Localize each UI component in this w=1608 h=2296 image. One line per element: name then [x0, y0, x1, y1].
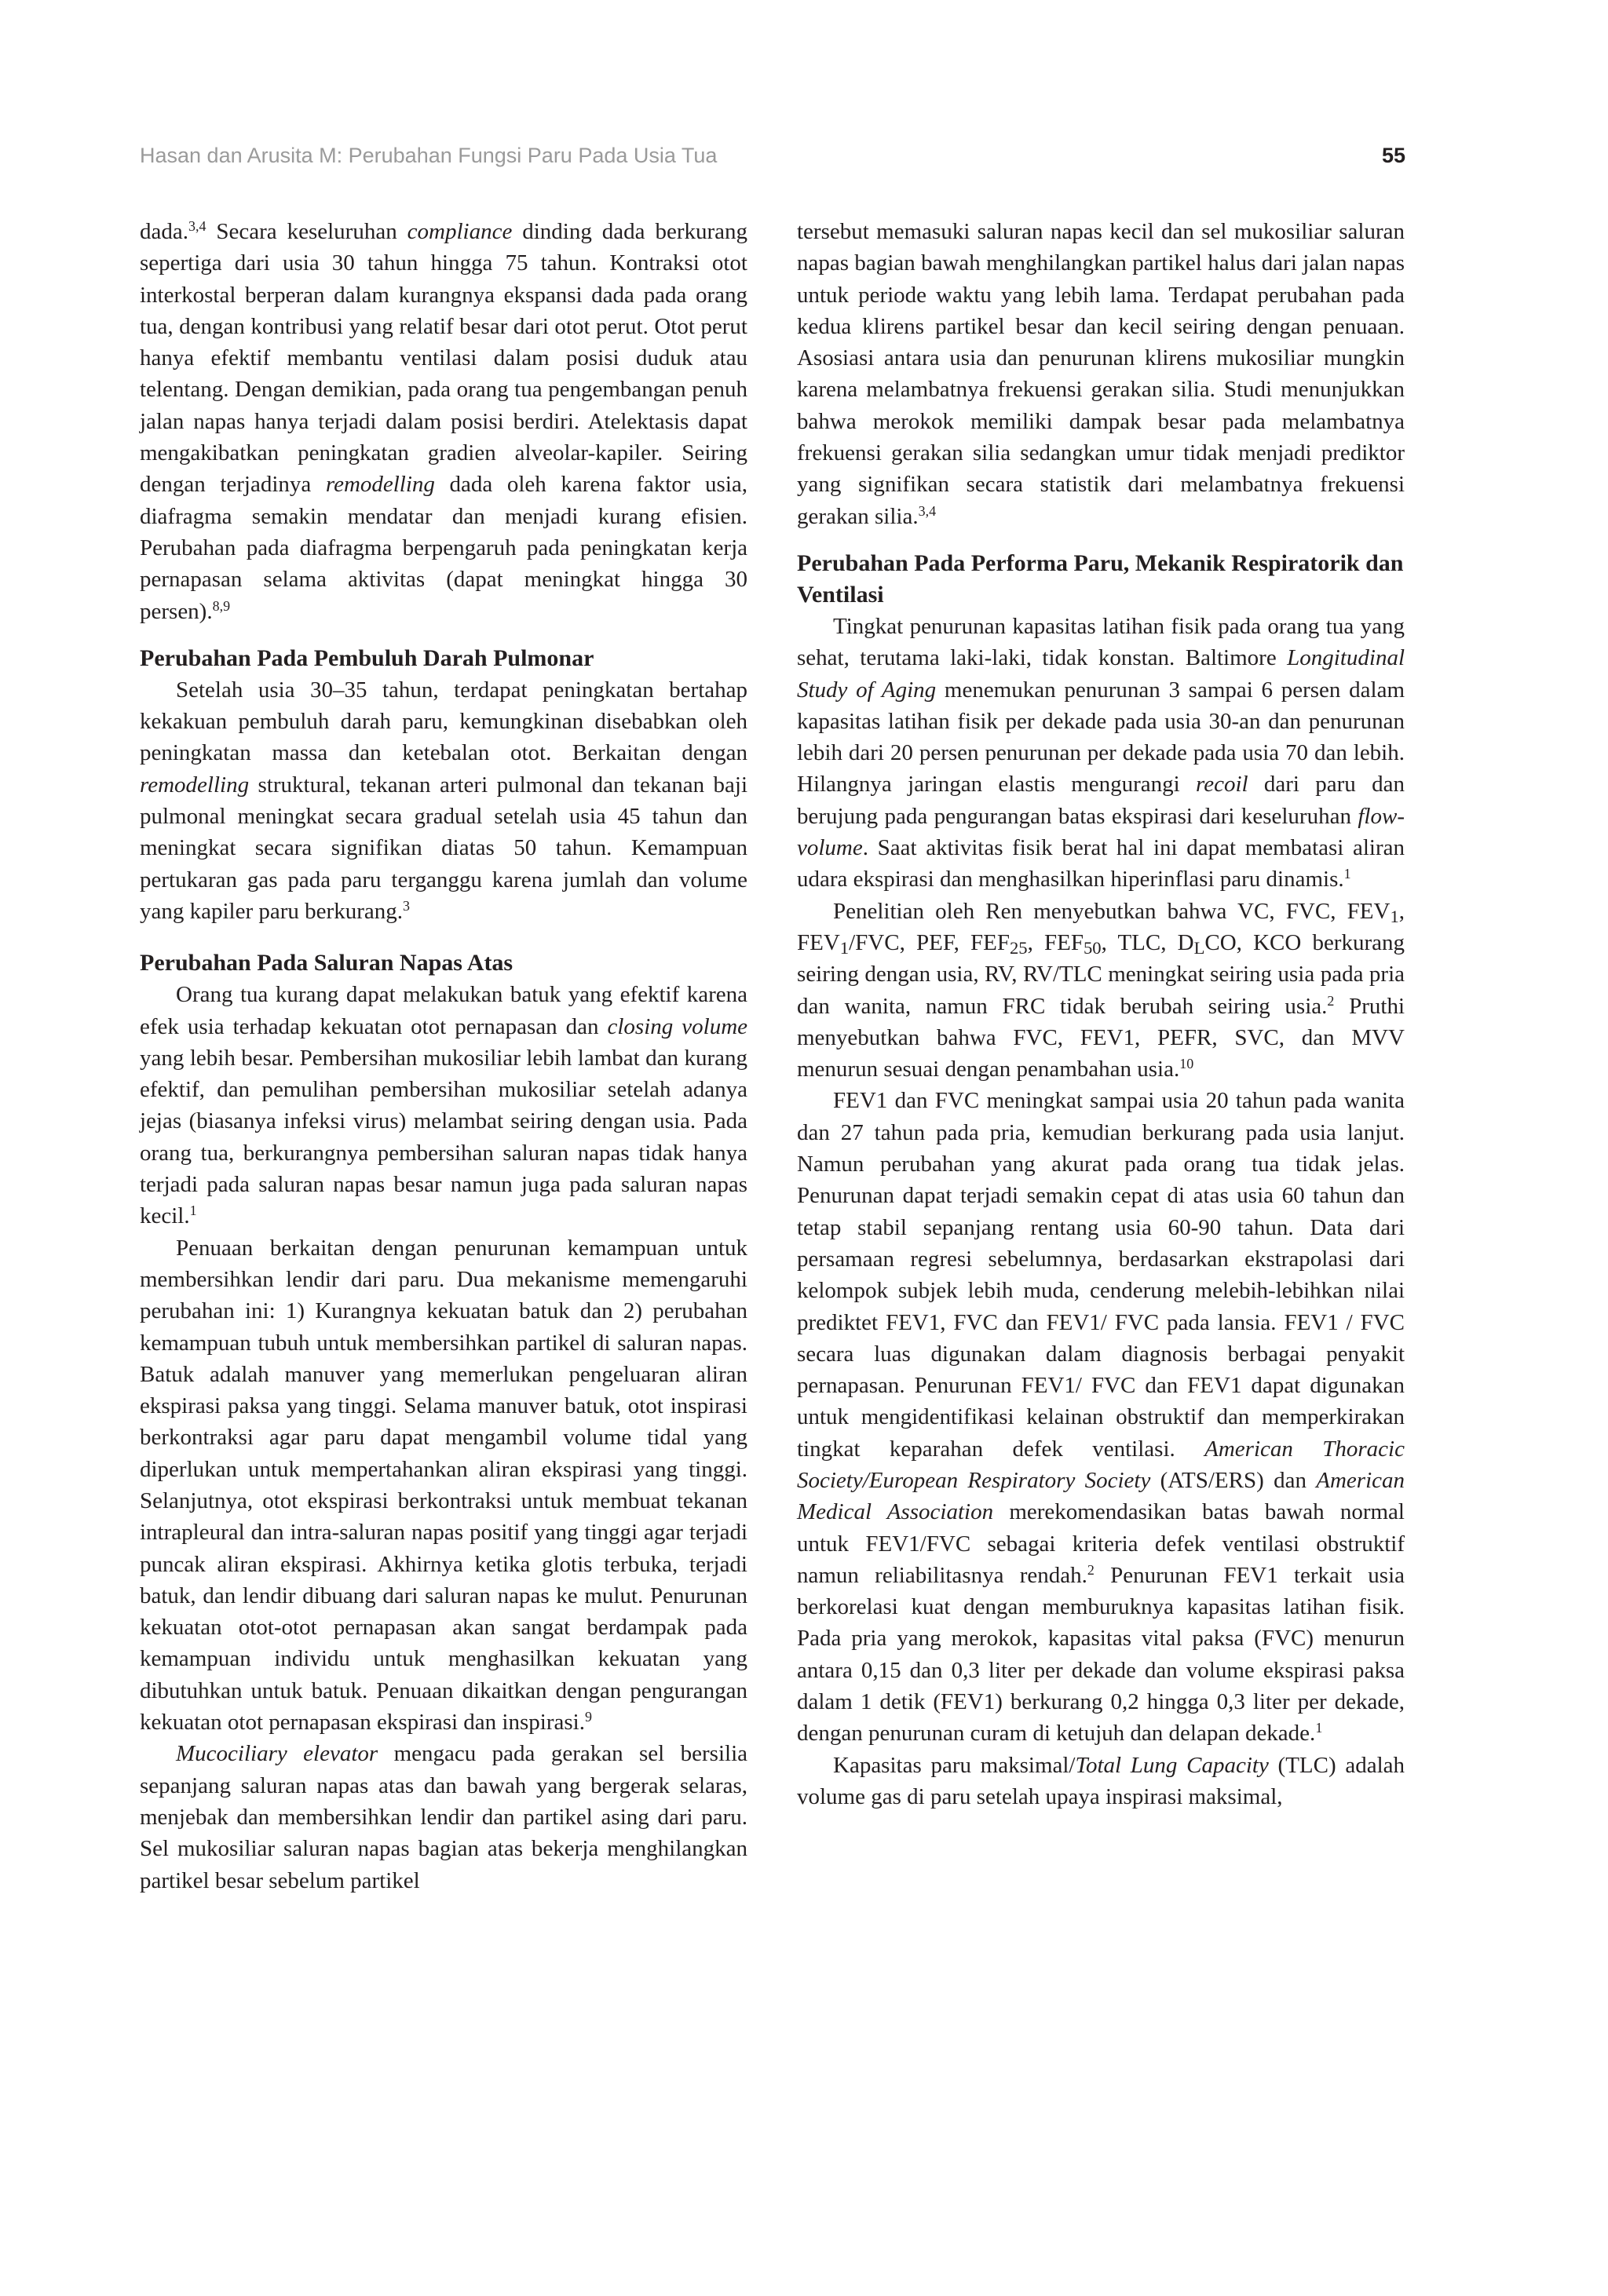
paragraph: Kapasitas paru maksimal/Total Lung Capacity (TLC) adalah volume gas di paru setelah upaya inspirasi maksimal,	[797, 1752, 1405, 1809]
paragraph: Penuaan berkaitan dengan penurunan kemampuan untuk membersihkan lendir dari paru. Dua mekanisme memengaruhi perubahan ini: 1) Kurangnya kekuatan batuk dan 2) perubahan kemampuan tubuh untuk membersihkan partikel di saluran napas. Batuk adalah manuver yang memerlukan pengeluaran aliran ekspirasi paksa yang tinggi. Selama manuver batuk, otot inspirasi berkontraksi agar paru dapat mengambil volume tidal yang diperlukan untuk mempertahankan aliran ekspirasi yang tinggi. Selanjutnya, otot ekspirasi berkontraksi untuk membuat tekanan intrapleural dan intra-saluran napas positif yang tinggi agar terjadi puncak aliran ekspirasi. Akhirnya ketika glotis terbuka, terjadi batuk, dan lendir dibuang dari saluran napas ke mulut. Penurunan kekuatan otot-otot pernapasan akan sangat berdampak pada kemampuan individu untuk menghasilkan kekuatan yang dibutuhkan untuk batuk. Penuaan dikaitkan dengan pengurangan kekuatan otot pernapasan ekspirasi dan inspirasi.$^9$	[140, 1235, 747, 1736]
section-heading: Perubahan Pada Saluran Napas Atas	[140, 950, 513, 976]
left-column	[140, 216, 747, 1896]
paragraph: tersebut memasuki saluran napas kecil dan sel mukosiliar saluran napas bagian bawah menghilangkan partikel halus dari jalan napas untuk periode waktu yang lebih lama. Terdapat perubahan pada kedua klirens partikel besar dan kecil seiring dengan penuaan. Asosiasi antara usia dan penurunan klirens mukosiliar mungkin karena melambatnya frekuensi gerakan silia. Studi menunjukkan bahwa merokok memiliki dampak besar pada melambatnya frekuensi gerakan silia sedangkan umur tidak menjadi prediktor yang signifikan secara statistik dari melambatnya frekuensi gerakan silia.$^{3,4}$	[797, 219, 1405, 529]
paragraph: Tingkat penurunan kapasitas latihan fisik pada orang tua yang sehat, terutama laki-laki, tidak konstan. Baltimore Longitudinal Study of Aging menemukan penurunan 3 sampai 6 persen dalam kapasitas latihan fisik per dekade pada usia 30-an dan penurunan lebih dari 20 persen penurunan per dekade pada usia 70 dan lebih. Hilangnya jaringan elastis mengurangi recoil dari paru dan berujung pada pengurangan batas ekspirasi dari keseluruhan flow-volume. Saat aktivitas fisik berat hal ini dapat membatasi aliran udara ekspirasi dan menghasilkan hiperinflasi paru dinamis.$^1$	[797, 613, 1405, 892]
paragraph: Setelah usia 30–35 tahun, terdapat peningkatan bertahap kekakuan pembuluh darah paru, kemungkinan disebabkan oleh peningkatan massa dan ketebalan otot. Berkaitan dengan remodelling struktural, tekanan arteri pulmonal dan tekanan baji pulmonal meningkat secara gradual setelah usia 45 tahun dan meningkat secara signifikan diatas 50 tahun. Kemampuan pertukaran gas pada paru terganggu karena jumlah dan volume yang kapiler paru berkurang.$^3$	[140, 677, 747, 924]
running-head	[140, 144, 1405, 178]
paragraph: Mucociliary elevator mengacu pada gerakan sel bersilia sepanjang saluran napas atas dan bawah yang bergerak selaras, menjebak dan membersihkan lendir dan partikel asing dari paru. Sel mukosiliar saluran napas bagian atas bekerja menghilangkan partikel besar sebelum partikel	[140, 1741, 748, 1893]
right-column	[797, 216, 1405, 1812]
section-heading: Perubahan Pada Pembuluh Darah Pulmonar	[140, 644, 594, 671]
paragraph: FEV1 dan FVC meningkat sampai usia 20 tahun pada wanita dan 27 tahun pada pria, kemudian berkurang pada usia lanjut. Namun perubahan yang akurat pada orang tua tidak jelas. Penurunan dapat terjadi semakin cepat di atas usia 60 tahun dan tetap stabil sepanjang rentang usia 60-90 tahun. Data dari persamaan regresi sebelumnya, berdasarkan ekstrapolasi dari kelompok subjek lebih muda, cenderung melebih-lebihkan nilai prediktet FEV1, FVC dan FEV1/ FVC pada lansia. FEV1 / FVC secara luas digunakan dalam diagnosis berbagai penyakit pernapasan. Penurunan FEV1/ FVC dan FEV1 dapat digunakan untuk mengidentifikasi kelainan obstruktif dan memperkirakan tingkat keparahan defek ventilasi. American Thoracic Society/European Respiratory Society (ATS/ERS) dan American Medical Association merekomendasikan batas bawah normal untuk FEV1/FVC sebagai kriteria defek ventilasi obstruktif namun reliabilitasnya rendah.$^2$ Penurunan FEV1 terkait usia berkorelasi kuat dengan memburuknya kapasitas latihan fisik. Pada pria yang merokok, kapasitas vital paksa (FVC) menurun antara 0,15 dan 0,3 liter per dekade dan volume ekspirasi paksa dalam 1 detik (FEV1) berkurang 0,2 hingga 0,3 liter per dekade, dengan penurunan curam di ketujuh dan delapan dekade.$^1$	[797, 1088, 1405, 1747]
page-number: 55	[1381, 144, 1405, 167]
paragraph: Penelitian oleh Ren menyebutkan bahwa VC, FVC, $FEV_1$, $FEV_1$/FVC, PEF, $FEF_{25}$, $FEF_{50}$, TLC, $D_LCO$, KCO berkurang seiring dengan usia, RV, RV/TLC meningkat seiring usia pada pria dan wanita, namun FRC tidak berubah seiring usia.$^2$ Pruthi menyebutkan bahwa FVC, FEV1, PEFR, SVC, dan MVV menurun sesuai dengan penambahan usia.$^{10}$	[797, 898, 1405, 1082]
section-heading: Perubahan Pada Performa Paru, Mekanik Respiratorik dan Ventilasi	[797, 549, 1404, 608]
running-title: Hasan dan Arusita M: Perubahan Fungsi Paru Pada Usia Tua	[140, 144, 718, 167]
paragraph: dada.$^{3,4}$ Secara keseluruhan compliance dinding dada berkurang sepertiga dari usia 30 tahun hingga 75 tahun. Kontraksi otot interkostal berperan dalam kurangnya ekspansi dada pada orang tua, dengan kontribusi yang relatif besar dari otot perut. Otot perut hanya efektif membantu ventilasi dalam posisi duduk atau telentang. Dengan demikian, pada orang tua pengembangan penuh jalan napas hanya terjadi dalam posisi berdiri. Atelektasis dapat mengakibatkan peningkatan gradien alveolar-kapiler. Seiring dengan terjadinya remodelling dada oleh karena faktor usia, diafragma semakin mendatar dan menjadi kurang efisien. Perubahan pada diafragma berpengaruh pada peningkatan kerja pernapasan selama aktivitas (dapat meningkat hingga 30 persen).$^{8,9}$	[140, 218, 748, 624]
paragraph: Orang tua kurang dapat melakukan batuk yang efektif karena efek usia terhadap kekuatan otot pernapasan dan closing volume yang lebih besar. Pembersihan mukosiliar lebih lambat dan kurang efektif, dan pemulihan pembersihan mukosiliar setelah adanya jejas (biasanya infeksi virus) melambat seiring dengan usia. Pada orang tua, berkurangnya pembersihan saluran napas tidak hanya terjadi pada saluran napas besar namun juga pada saluran napas kecil.$^1$	[140, 982, 748, 1229]
